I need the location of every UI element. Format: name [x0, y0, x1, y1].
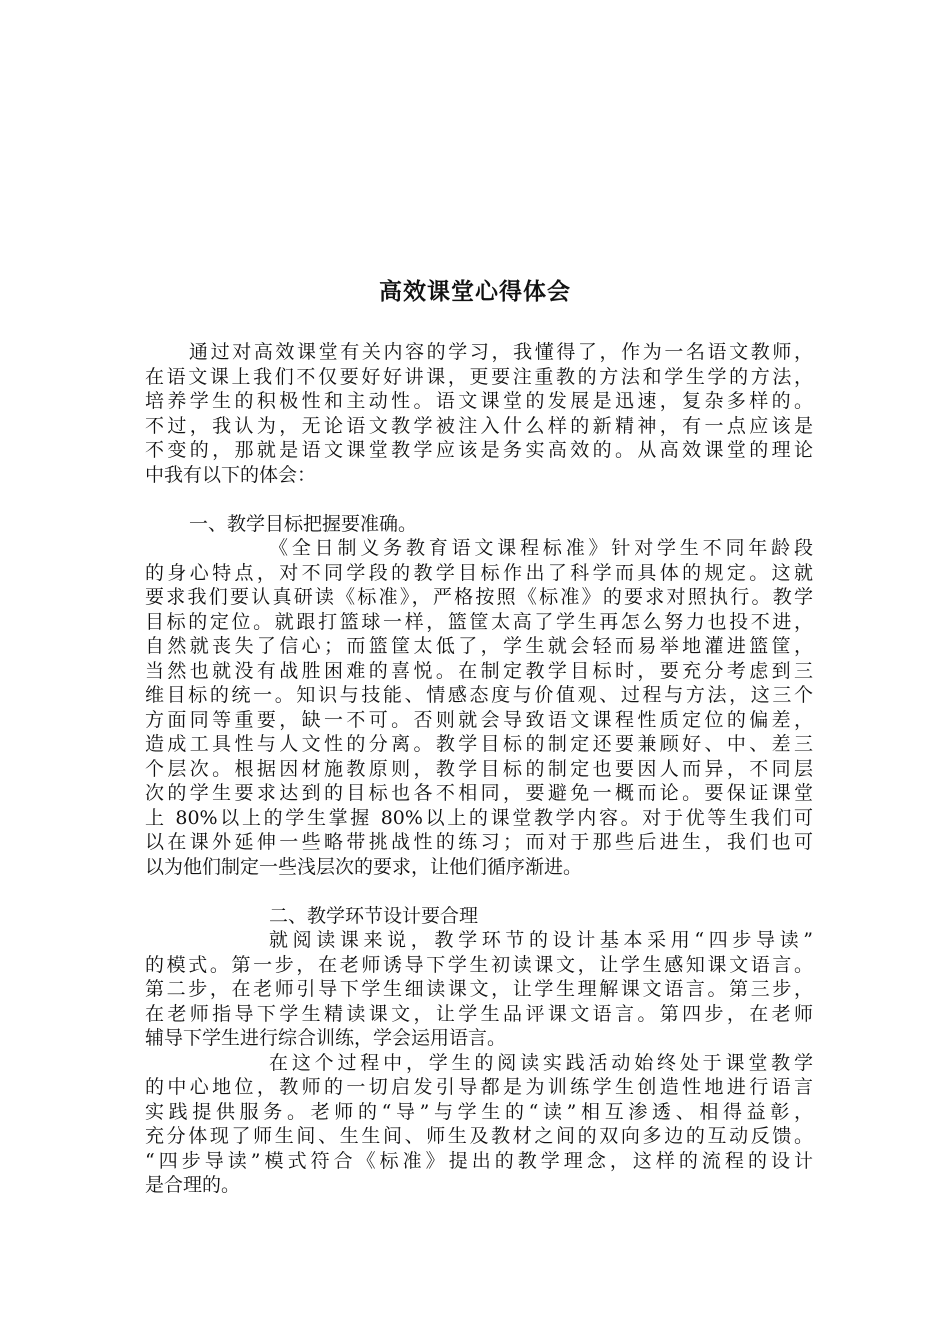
section-one-line: 以在课外延伸一些略带挑战性的练习；而对于那些后进生，我们也可 — [145, 831, 813, 853]
section-two-line: 辅导下学生进行综合训练，学会运用语言。 — [145, 1027, 507, 1049]
intro-paragraph — [145, 340, 813, 487]
section-one-line: 的身心特点，对不同学段的教学目标作出了科学而具体的规定。这就 — [145, 561, 813, 584]
section-two-line: 充分体现了师生间、生生间、师生及教材之间的双向多边的互动反馈。 — [145, 1125, 813, 1147]
section-one — [145, 512, 813, 880]
document-body — [145, 340, 813, 1198]
section-two-line: 在这个过程中，学生的阅读实践活动始终处于课堂教学 — [269, 1051, 813, 1074]
intro-line: 培养学生的积极性和主动性。语文课堂的发展是迅速，复杂多样的。 — [145, 390, 813, 412]
intro-line: 通过对高效课堂有关内容的学习，我懂得了，作为一名语文教师， — [189, 341, 813, 363]
intro-line: 不变的，那就是语文课堂教学应该是务实高效的。从高效课堂的理论 — [145, 439, 813, 461]
section-one-line: 个层次。根据因材施教原则，教学目标的制定也要因人而异，不同层 — [145, 757, 813, 780]
section-two-line: 实践提供服务。老师的“导”与学生的“读”相互渗透、相得益彰， — [145, 1100, 813, 1123]
section-one-line: 方面同等重要，缺一不可。否则就会导致语文课程性质定位的偏差， — [145, 708, 813, 731]
intro-line: 中我有以下的体会： — [145, 463, 317, 486]
section-two-line: 是合理的。 — [145, 1174, 241, 1196]
paragraph-gap — [145, 879, 813, 904]
section-one-line: 当然也就没有战胜困难的喜悦。在制定教学目标时，要充分考虑到三 — [145, 659, 813, 682]
section-two-line: “四步导读”模式符合《标准》提出的教学理念，这样的流程的设计 — [145, 1149, 813, 1172]
section-one-line: 造成工具性与人文性的分离。教学目标的制定还要兼顾好、中、差三 — [145, 733, 813, 755]
section-one-line: 自然就丧失了信心；而篮筐太低了，学生就会轻而易举地灌进篮筐， — [145, 635, 813, 657]
paragraph-gap — [145, 487, 813, 512]
section-two-line: 的模式。第一步，在老师诱导下学生初读课文，让学生感知课文语言。 — [145, 953, 813, 976]
section-one-heading: 一、教学目标把握要准确。 — [189, 512, 418, 535]
section-one-line: 维目标的统一。知识与技能、情感态度与价值观、过程与方法，这三个 — [145, 684, 813, 706]
section-one-line: 《全日制义务教育语文课程标准》针对学生不同年龄段 — [269, 537, 813, 559]
section-two-line: 第二步，在老师引导下学生细读课文，让学生理解课文语言。第三步， — [145, 978, 813, 1000]
section-two-line: 在老师指导下学生精读课文，让学生品评课文语言。第四步，在老师 — [145, 1002, 813, 1025]
section-one-line: 目标的定位。就跟打篮球一样，篮筐太高了学生再怎么努力也投不进， — [145, 610, 813, 633]
section-two — [145, 904, 813, 1198]
section-one-line: 次的学生要求达到的目标也各不相同，要避免一概而论。要保证课堂 — [145, 782, 813, 804]
section-two-line: 的中心地位，教师的一切启发引导都是为训练学生创造性地进行语言 — [145, 1076, 813, 1098]
section-one-line: 以为他们制定一些浅层次的要求，让他们循序渐进。 — [145, 855, 583, 878]
section-one-line: 上 80%以上的学生掌握 80%以上的课堂教学内容。对于优等生我们可 — [145, 806, 813, 829]
section-one-line: 要求我们要认真研读《标准》，严格按照《标准》的要求对照执行。教学 — [145, 586, 813, 608]
document-title: 高效课堂心得体会 — [379, 279, 571, 305]
section-two-line: 就阅读课来说，教学环节的设计基本采用“四步导读” — [269, 929, 813, 951]
intro-line: 在语文课上我们不仅要好好讲课，更要注重教的方法和学生学的方法， — [145, 365, 813, 388]
intro-line: 不过，我认为，无论语文教学被注入什么样的新精神，有一点应该是 — [145, 414, 813, 437]
section-two-heading: 二、教学环节设计要合理 — [269, 904, 479, 927]
